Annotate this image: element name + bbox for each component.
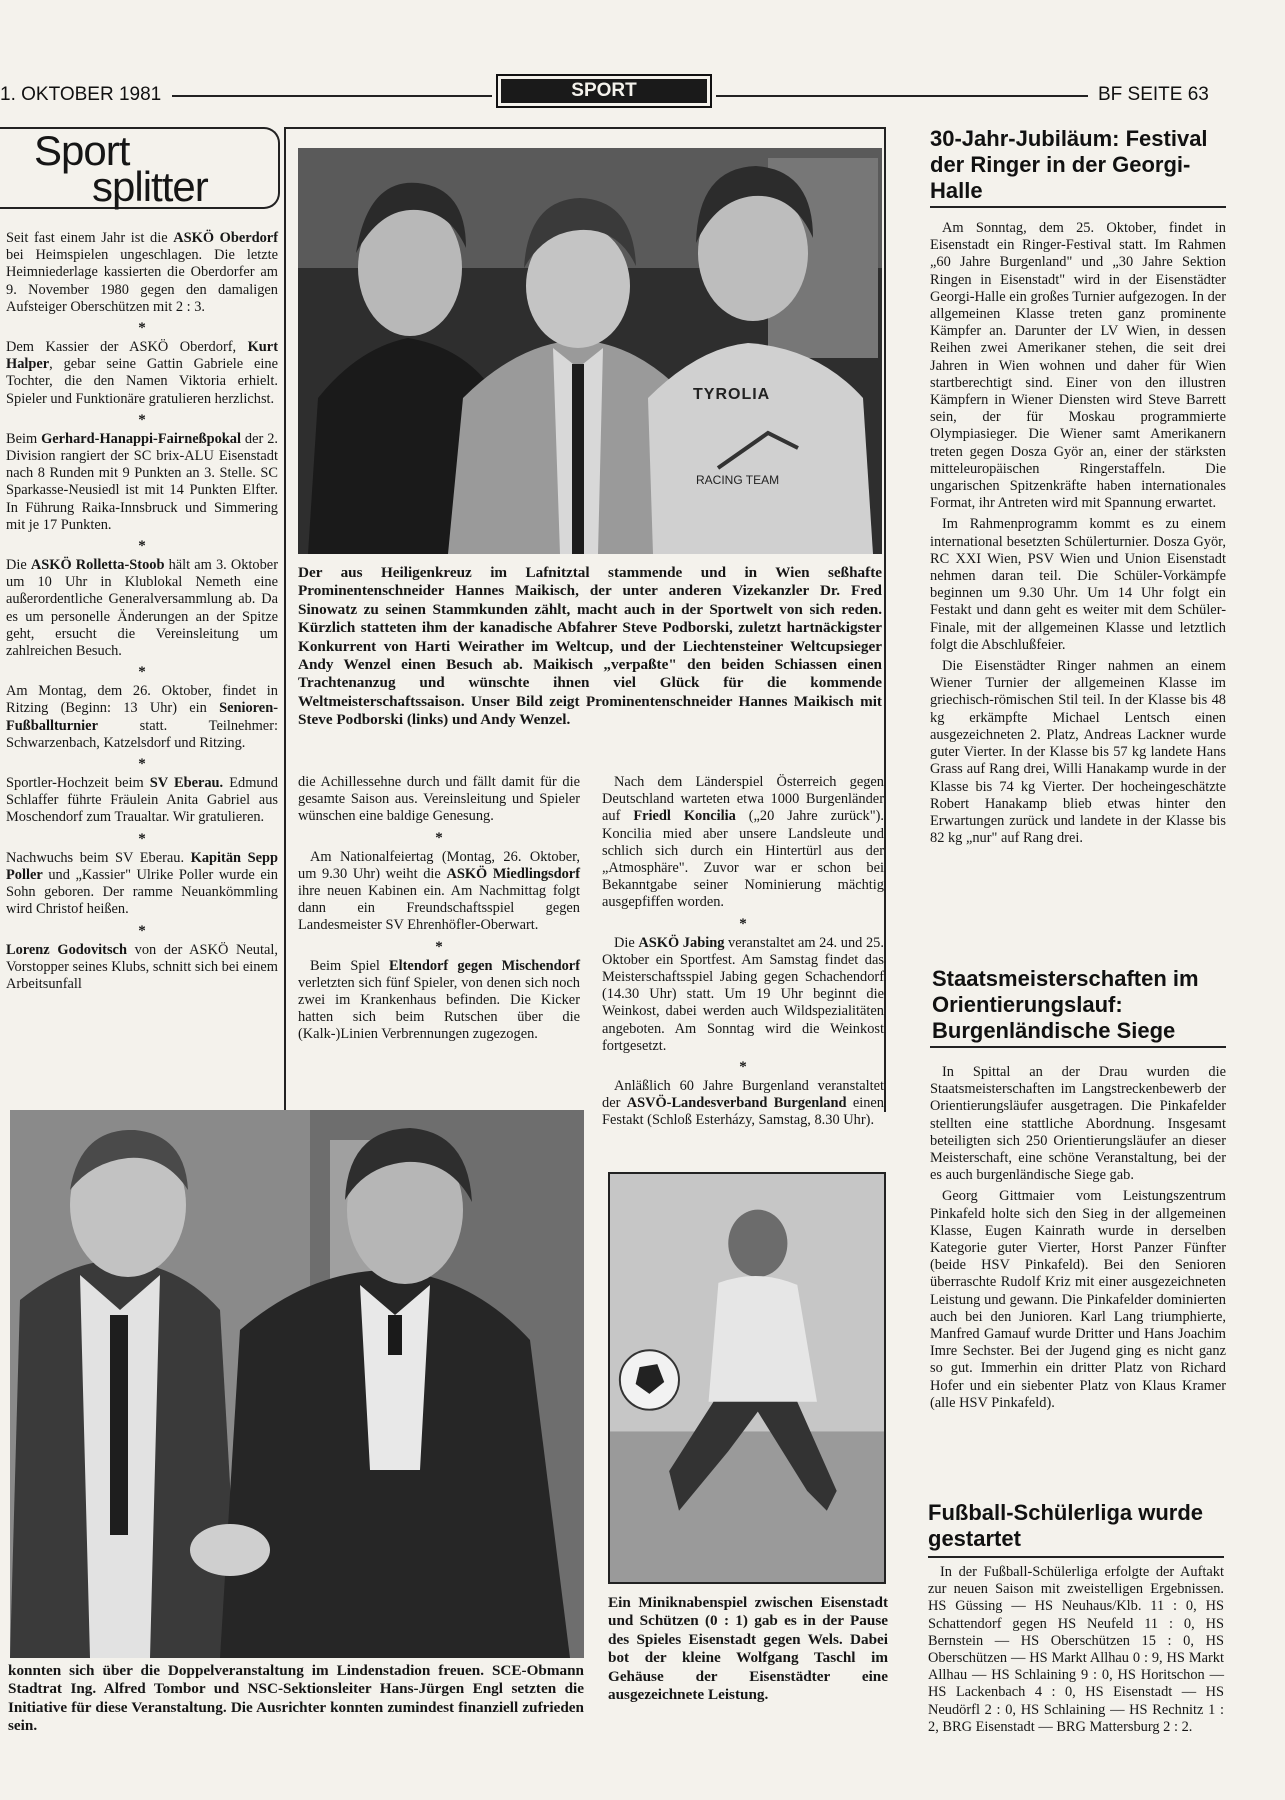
news-item: Die ASKÖ Jabing veranstaltet am 24. und 25. Oktober ein Sportfest. Am Samstag findet das Meisterschaftsspiel Jabing gegen Schachendorf (14.30 Uhr) statt. Um 19 Uhr beginnt die Weinkost, dabei werden auch Wildspezialitäten angeboten. Am Sonntag wird die Weinkost fortgesetzt. <box>602 934 884 1054</box>
splitter-item: Seit fast einem Jahr ist die ASKÖ Oberdorf bei Heimspielen ungeschlagen. Die letzte Heimniederlage kassierten die Oberdorfer am 9. November 1980 gegen den damaligen Aufsteiger Oberschützen mit 2 : 3. <box>6 230 278 315</box>
schuelerliga-article <box>928 1564 1224 1740</box>
splitter-item: Nachwuchs beim SV Eberau. Kapitän Sepp Poller und „Kassier" Ulrike Poller wurde ein Sohn geboren. Der ramme Neuankömmling wird Christof heißen. <box>6 849 278 918</box>
news-item: die Achillessehne durch und fällt damit für die gesamte Saison aus. Vereinsleitung und Spieler wünschen eine baldige Genesung. <box>298 774 580 825</box>
section-title: SPORT <box>501 79 707 103</box>
handshake-photo <box>10 1110 584 1658</box>
column-rule <box>284 127 286 1112</box>
frame-rule-top <box>284 127 886 129</box>
separator-star: * <box>138 411 146 428</box>
splitter-item: Sportler-Hochzeit beim SV Eberau. Edmund Schlaffer führte Fräulein Anita Gabriel aus Moschendorf zum Traualtar. Wir gratulieren. <box>6 775 278 826</box>
shirt-team-text: RACING TEAM <box>696 473 780 487</box>
splitter-column <box>6 230 278 997</box>
separator-star: * <box>739 1059 747 1076</box>
column-rule <box>884 127 886 1112</box>
shirt-logo-text: TYROLIA <box>693 386 771 403</box>
orient-headline: Staatsmeisterschaften im Orientierungslauf: Burgenländische Siege <box>932 966 1199 1043</box>
separator-star: * <box>435 829 443 846</box>
separator-star: * <box>138 830 146 847</box>
news-item: Nach dem Länderspiel Österreich gegen Deutschland warteten etwa 1000 Burgenländer auf Friedl Koncilia („20 Jahre zurück"). Koncilia mied aber unsere Landsleute und schlich sich durch ein Hintertürl aus der „Atmosphäre". Zuvor war er schon bei Bekanntgabe seiner Nominierung mächtig ausgepfiffen worden. <box>602 774 884 911</box>
separator-star: * <box>138 538 146 555</box>
splitter-item: Am Montag, dem 26. Oktober, findet in Ritzing (Beginn: 13 Uhr) ein Senioren-Fußballturnier statt. Teilnehmer: Schwarzenbach, Katzelsdorf und Ritzing. <box>6 683 278 751</box>
article-paragraph: Georg Gittmaier vom Leistungszentrum Pinkafeld holte sich den Sieg in der allgemeinen Klasse, Eugen Kainrath wurde in derselben Kategorie guter Vierter, Horst Panzer Fünfter (beide HSV Pinkafeld). Bei den Senioren überraschte Rudolf Kriz mit einer ausgezeichneten Leistung und gewann. Die Pinkafelder dominierten auch bei den Junioren. Karl Lang triumphierte, Manfred Gamauf wurde Dritter und Hans Joachim Imre Sechster. Bei der Jugend ging es nicht ganz so gut. Immerhin ein dritter Platz von Richard Hofer und ein siebenter Platz von Klaus Kramer (alle HSV Pinkafeld). <box>930 1188 1226 1411</box>
article-paragraph: Im Rahmenprogramm kommt es zu einem international besetzten Schülerturnier. Dosza Györ, RC XXI Wien, PSV Wien und Union Eisenstadt nehmen daran teil. Die Schüler-Vorkämpfe beginnen um 9.30 Uhr. Um 14 Uhr folgt ein Festakt und dann geht es weiter mit dem Schüler-Finale, mit der allgemeinen Klasse und letztlich folgt die Abschlußfeier. <box>930 516 1226 653</box>
news-item: Beim Spiel Eltendorf gegen Mischendorf verletzten sich fünf Spieler, von denen sich noch zwei im Krankenhaus befinden. Die Kicker hatten sich beim Rutschen über die (Kalk-)Linien Verbrennungen zugezogen. <box>298 957 580 1043</box>
orient-article <box>930 1064 1226 1416</box>
page-number: BF SEITE 63 <box>1098 84 1209 105</box>
ringer-headline: 30-Jahr-Jubiläum: Festival der Ringer in der Georgi-Halle <box>930 126 1208 203</box>
headline-rule <box>930 1046 1226 1048</box>
news-item: Anläßlich 60 Jahre Burgenland veranstaltet der ASVÖ-Landesverband Burgenland einen Festakt (Schloß Esterházy, Samstag, 8.30 Uhr). <box>602 1078 884 1129</box>
middle-column-1 <box>298 774 580 1048</box>
splitter-item: Dem Kassier der ASKÖ Oberdorf, Kurt Halper, gebar seine Gattin Gabriele eine Tochter, die den Namen Viktoria erhielt. Spieler und Funktionäre gratulieren herzlichst. <box>6 339 278 407</box>
splitter-logo <box>0 127 280 209</box>
middle-column-2 <box>602 774 884 1134</box>
article-paragraph: In Spittal an der Drau wurden die Staatsmeisterschaften im Langstreckenbewerb der Orientierungsläufer ausgetragen. Die Pinkafelder stellten eine stattliche Abordnung. Insgesamt beteiligten sich 250 Orientierungsläufer an dieser Meisterschaft, eine schöne Veranstaltung, bei der es auch burgenländische Siege gab. <box>930 1064 1226 1184</box>
article-paragraph: Am Sonntag, dem 25. Oktober, findet in Eisenstadt ein Ringer-Festival statt. Im Rahmen „60 Jahre Burgenland" und „30 Jahre Sektion Ringen in Eisenstadt" wird in der Eisenstädter Georgi-Halle ein großes Turnier aufgezogen. In der allgemeinen Klasse treten ganz prominente Kämpfer an. Darunter der LV Wien, in dessen Reihen zwei Amerikaner stehen, die seit drei Jahren in Wien wohnen und daher für Wien startberechtigt sind. Einer von den illustren Kämpfern in Wiener Diensten wird Steve Barrett sein, der für Moskau programmierte Olympiasieger. Die Wiener samt Amerikanern treten gegen Dosza Györ an, einer der stärksten mitteleuropäischen Ringerstaffeln. Die ungarischen Spitzenkräfte haben internationales Format, ihr Antreten wird mit Spannung erwartet. <box>930 220 1226 512</box>
splitter-logo-line2: splitter <box>92 163 208 210</box>
issue-date: 1. OKTOBER 1981 <box>0 84 162 105</box>
kid-photo <box>608 1172 886 1584</box>
splitter-item: Lorenz Godovitsch von der ASKÖ Neutal, Vorstopper seines Klubs, schnitt sich bei einem Arbeitsunfall <box>6 941 278 992</box>
top-photo-caption: Der aus Heiligenkreuz im Lafnitztal stammende und in Wien seßhafte Prominentenschneider Hannes Maikisch, der unter anderen Vizekanzler Dr. Fred Sinowatz zu seinen Stammkunden zählt, macht auch in der Sportwelt von sich reden. Kürzlich statteten ihm der kanadische Abfahrer Steve Podborski, zuletzt hartnäckigster Konkurrent von Harti Weirather im Weltcup, und der Liechtensteiner Weltcupsieger Andy Wenzel einen Besuch ab. Maikisch „verpaßte" den beiden Schiassen einen Trachtenanzug und wünschte ihnen viel Glück für die kommende Weltmeisterschaftssaison. Unser Bild zeigt Prominentenschneider Hannes Maikisch mit Steve Podborski (links) und Andy Wenzel. <box>298 564 882 729</box>
article-paragraph: Die Eisenstädter Ringer nahmen an einem Wiener Turnier der allgemeinen Klasse im griechisch-römischen Stil teil. In der Klasse bis 48 kg erkämpfte Michael Lentsch einen ausgezeichneten 2. Platz, Andreas Lackner wurde guter Vierter. In der Klasse bis 57 kg landete Hans Grass auf Rang drei, Willi Hanakamp wurde in der Klasse bis 74 kg Vierter. Der hocheingeschätzte Robert Hanakamp blieb etwas hinter den Erwartungen zurück und landete in der Klasse bis 82 kg „nur" auf Rang drei. <box>930 658 1226 847</box>
separator-star: * <box>138 664 146 681</box>
splitter-item: Die ASKÖ Rolletta-Stoob hält am 3. Oktober um 10 Uhr in Klublokal Nemeth eine außerordentliche Generalversammlung ab. Da es um personelle Änderungen an der Spitze geht, ersucht die Vereinsleitung um zahlreichen Besuch. <box>6 557 278 660</box>
separator-star: * <box>138 922 146 939</box>
header-rule-right <box>716 95 1088 97</box>
top-photo <box>298 148 882 554</box>
separator-star: * <box>739 915 747 932</box>
separator-star: * <box>138 320 146 337</box>
splitter-logo-line1: Sport <box>34 127 130 174</box>
headline-rule <box>928 1556 1224 1558</box>
section-box <box>496 74 712 108</box>
news-item: Am Nationalfeiertag (Montag, 26. Oktober, um 9.30 Uhr) weiht die ASKÖ Miedlingsdorf ihre neuen Kabinen ein. Am Nachmittag folgt dann ein Freundschaftsspiel gegen Landesmeister SV Ehrenhöfler-Oberwart. <box>298 848 580 934</box>
splitter-item: Beim Gerhard-Hanappi-Fairneßpokal der 2. Division rangiert der SC brix-ALU Eisenstadt nach 8 Runden mit 9 Punkten an 3. Stelle. SC Sparkasse-Neusiedl ist mit 14 Punkten Elfter. In Führung Raika-Innsbruck und Simmering mit je 17 Punkten. <box>6 430 278 533</box>
handshake-caption: konnten sich über die Doppelveranstaltung im Lindenstadion freuen. SCE-Obmann Stadtrat Ing. Alfred Tombor und NSC-Sektionsleiter Hans-Jürgen Engl setzten die Initiative für diese Veranstaltung. Die Ausrichter konnten zumindest finanziell zufrieden sein. <box>8 1662 584 1735</box>
article-paragraph: In der Fußball-Schülerliga erfolgte der Auftakt zur neuen Saison mit zweistelligen Ergebnissen. HS Güssing — HS Neuhaus/Klb. 11 : 0, HS Schattendorf gegen HS Neufeld 11 : 0, HS Bernstein — HS Oberschützen 15 : 0, HS Oberschützen — HS Markt Allhau 0 : 9, HS Markt Allhau — HS Schlaining 9 : 0, HS Horitschon — HS Lackenbach 4 : 0, HS Eisenstadt — HS Neudörfl 2 : 0, HS Schlaining — HS Rechnitz 1 : 2, BRG Eisenstadt — BRG Mattersburg 2 : 2. <box>928 1564 1224 1735</box>
separator-star: * <box>435 938 443 955</box>
header-rule-left <box>172 95 492 97</box>
separator-star: * <box>138 756 146 773</box>
kid-photo-caption: Ein Miniknabenspiel zwischen Eisenstadt und Schützen (0 : 1) gab es in der Pause des Spieles Eisenstadt gegen Wels. Dabei bot der kleine Wolfgang Taschl im Gehäuse der Eisenstädter eine ausgezeichnete Leistung. <box>608 1594 888 1704</box>
schuelerliga-headline: Fußball-Schülerliga wurde gestartet <box>928 1500 1204 1551</box>
headline-rule <box>930 206 1226 208</box>
ringer-article <box>930 220 1226 851</box>
